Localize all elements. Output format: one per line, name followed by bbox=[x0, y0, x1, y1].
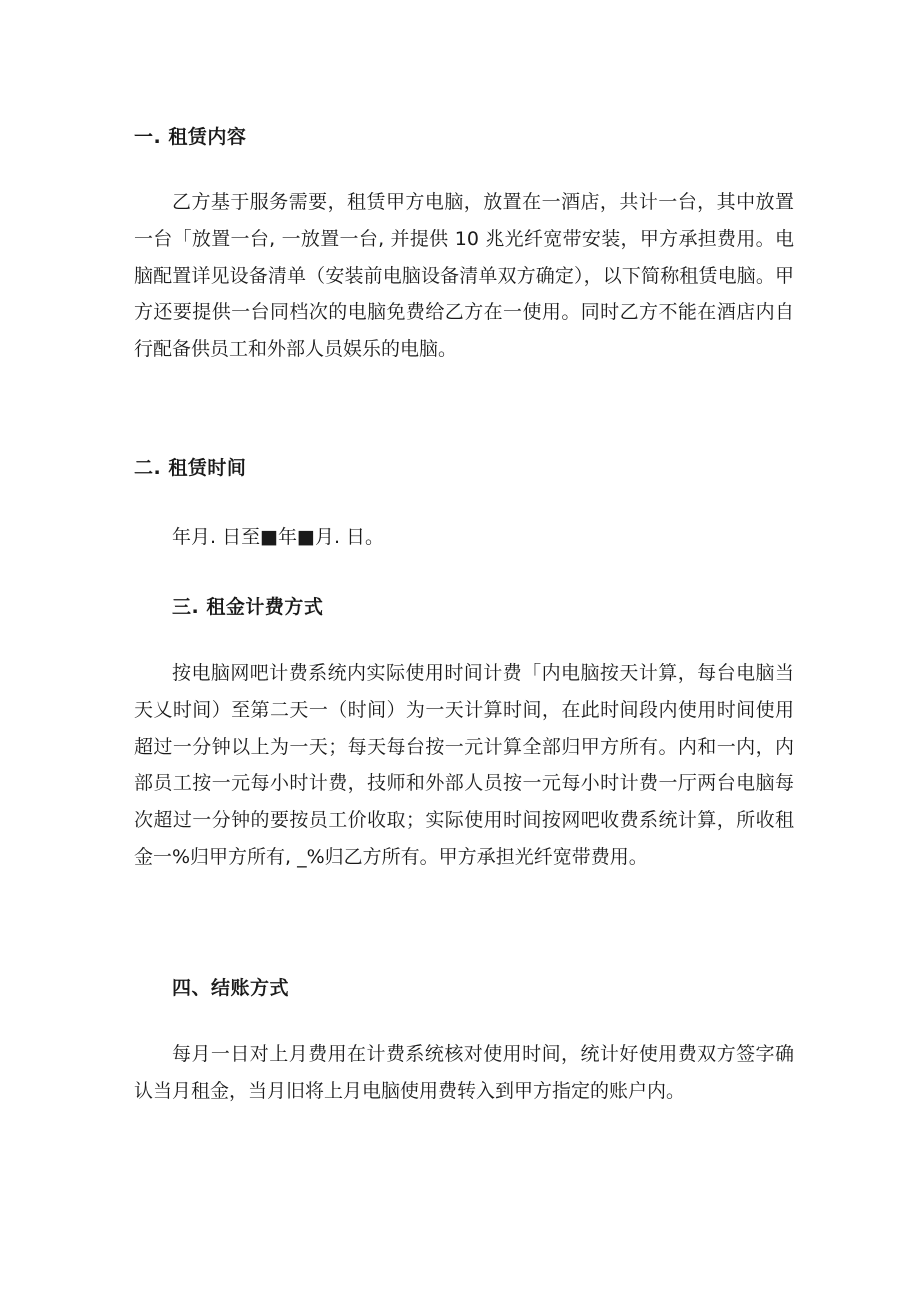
section-heading-2: 二. 租赁时间 bbox=[134, 457, 247, 479]
section-body-1: 乙方基于服务需要，租赁甲方电脑，放置在一酒店，共计一台，其中放置一台「放置一台, 一放置一台, 并提供 10 兆光纤宽带安装，甲方承担费用。电脑配置详见设备清单（安装前电脑设备清单双方确定），以下简称租赁电脑。甲方还要提供一台同档次的电脑免费给乙方在一使用。同时乙方不能在酒店内自行配备供员工和外部人员娱乐的电脑。 bbox=[134, 191, 794, 361]
section-heading-1: 一. 租赁内容 bbox=[134, 126, 247, 148]
section-body-4: 每月一日对上月费用在计费系统核对使用时间，统计好使用费双方签字确认当月租金，当月旧将上月电脑使用费转入到甲方指定的账户内。 bbox=[134, 1043, 794, 1102]
section-heading-4: 四、结账方式 bbox=[172, 977, 290, 999]
section-heading-3: 三. 租金计费方式 bbox=[172, 596, 324, 618]
section-body-3: 按电脑网吧计费系统内实际使用时间计费「内电脑按天计算，每台电脑当天乂时间）至第二天一（时间）为一天计算时间，在此时间段内使用时间使用超过一分钟以上为一天；每天每台按一元计算全部归甲方所有。内和一内，内部员工按一元每小时计费，技师和外部人员按一元每小时计费一厅两台电脑每次超过一分钟的要按员工价收取；实际使用时间按网吧收费系统计算，所收租金一%归甲方所有, _%归乙方所有。甲方承担光纤宽带费用。 bbox=[134, 662, 794, 868]
section-body-2: 年月. 日至■年■月. 日。 bbox=[172, 526, 385, 548]
